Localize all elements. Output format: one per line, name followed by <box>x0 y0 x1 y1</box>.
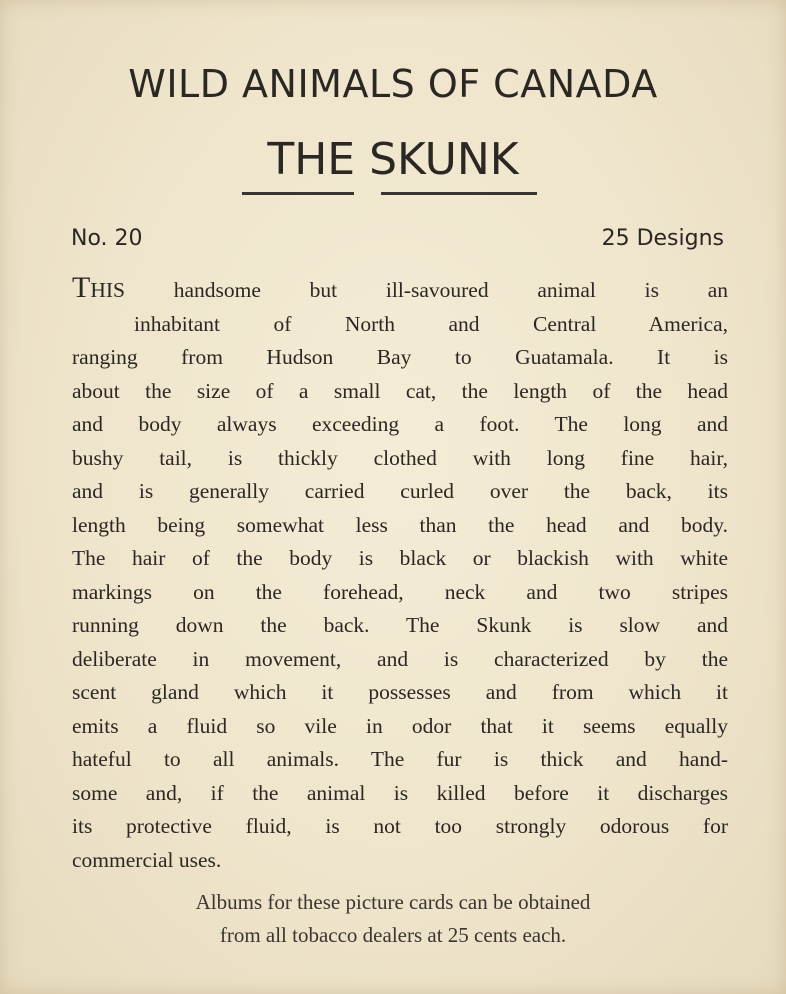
title-underline-left <box>242 192 354 195</box>
description-line: bushy tail, is thickly clothed with long fine hair, <box>72 445 728 470</box>
description-line: The hair of the body is black or blackish with white <box>72 546 728 570</box>
title-underline-right <box>381 192 537 195</box>
description-line: length being somewhat less than the head and body. <box>72 512 728 537</box>
drop-cap: T <box>72 271 91 304</box>
description-line: its protective fluid, is not too strongly odorous for <box>72 814 728 838</box>
description-line: and body always exceeding a foot. The long and <box>72 412 728 436</box>
description-line: commercial uses. <box>72 847 222 872</box>
description-line: THIS handsome but ill-savoured animal is an <box>72 271 728 304</box>
design-count: 25 Designs <box>601 226 724 251</box>
card-title: THE SKUNK <box>267 134 519 185</box>
description-line: inhabitant of North and Central America, <box>134 311 728 336</box>
album-notice-line: from all tobacco dealers at 25 cents each. <box>219 923 567 947</box>
description-line: about the size of a small cat, the length of the head <box>72 378 728 403</box>
description-line: scent gland which it possesses and from which it <box>72 680 728 704</box>
description-line: some and, if the animal is killed before it discharges <box>72 780 728 805</box>
description-line: running down the back. The Skunk is slow and <box>72 613 728 637</box>
description-line: emits a fluid so vile in odor that it seems equally <box>72 713 728 738</box>
album-notice-line: Albums for these picture cards can be obtained <box>195 890 591 914</box>
description-line: hateful to all animals. The fur is thick and hand- <box>72 747 728 771</box>
description-line: and is generally carried curled over the back, its <box>72 479 728 503</box>
series-title: WILD ANIMALS OF CANADA <box>128 62 658 106</box>
album-notice <box>0 886 786 952</box>
description-line: deliberate in movement, and is characterized by the <box>72 646 728 671</box>
card-number: No. 20 <box>71 226 143 251</box>
description-line: ranging from Hudson Bay to Guatamala. It is <box>72 345 728 369</box>
description-line: markings on the forehead, neck and two stripes <box>72 579 728 604</box>
description-text <box>72 271 728 877</box>
